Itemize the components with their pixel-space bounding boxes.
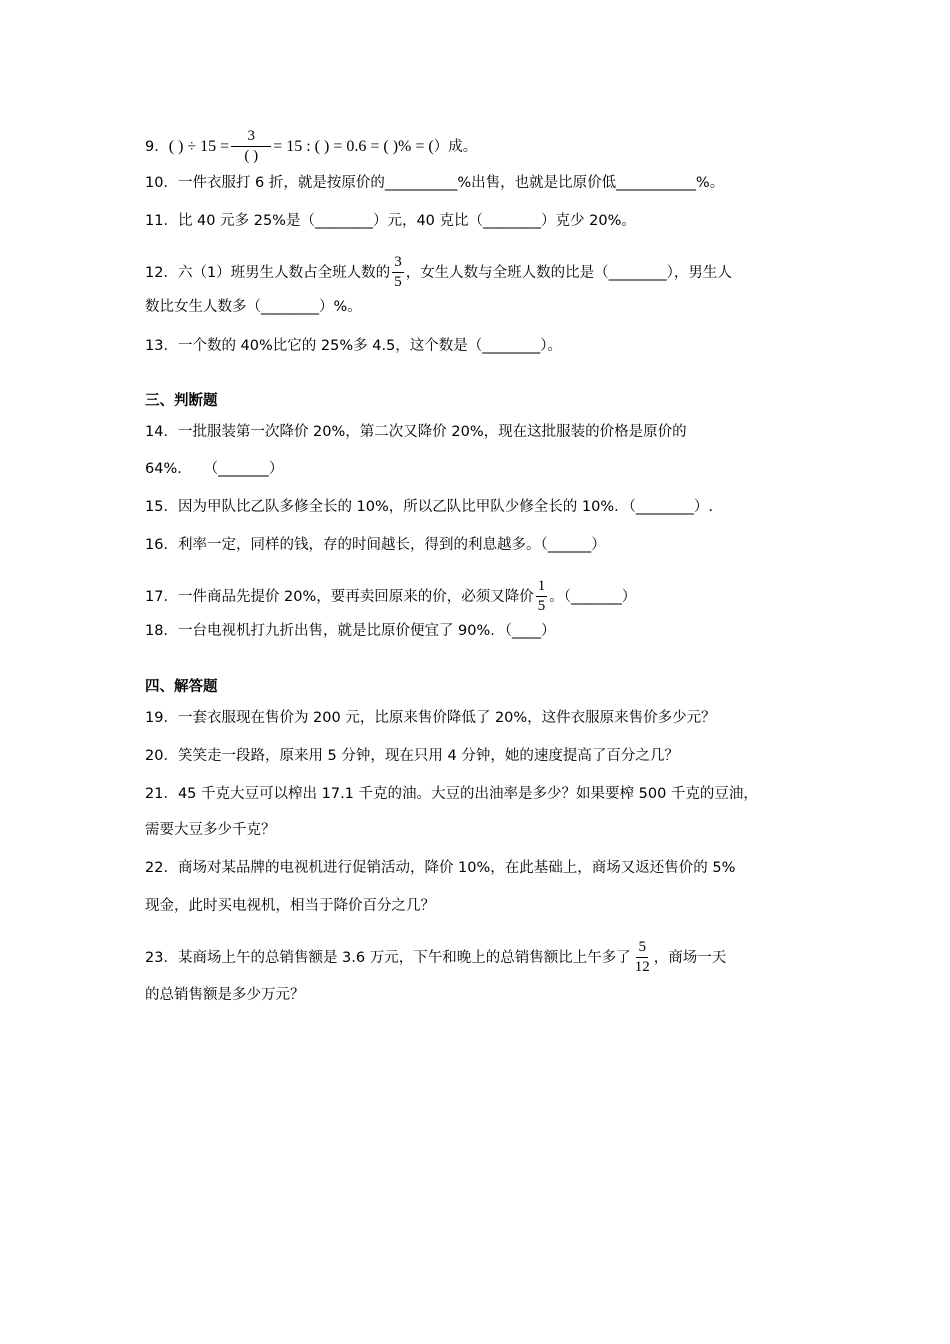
question-23-text-a: 23．某商场上午的总销售额是 3.6 万元，下午和晚上的总销售额比上午多了 [145,949,631,966]
question-12-text-b: ，女生人数与全班人数的比是（________），男生人 [405,264,732,281]
question-9-expr-end: = 15 : ( ) = 0.6 = ( )% = ( [273,137,434,155]
question-12-fraction [392,254,404,291]
question-12-line-1 [145,254,732,291]
question-12-line-2: 数比女生人数多（________）%。 [145,299,362,315]
question-13: 13．一个数的 40%比它的 25%多 4.5，这个数是（________）。 [145,338,563,354]
question-9-suffix: ）成。 [433,138,478,155]
question-9-expr-start: ( ) ÷ 15 = [168,137,230,155]
question-20: 20．笑笑走一段路，原来用 5 分钟，现在只用 4 分钟，她的速度提高了百分之几？ [145,748,679,764]
question-19: 19．一套衣服现在售价为 200 元，比原来售价降低了 20%，这件衣服原来售价多少元？ [145,710,716,726]
question-22-line-2: 现金，此时买电视机，相当于降价百分之几？ [145,898,435,914]
section-heading-judgement: 三、判断题 [145,393,218,409]
question-12-text-a: 12．六（1）班男生人数占全班人数的 [145,264,391,281]
question-17-text-b: 。（_______） [549,588,637,605]
question-17 [145,578,636,615]
question-9-number: 9． [145,138,169,155]
question-11: 11．比 40 元多 25%是（________）元，40 克比（________）克少 20%。 [145,213,636,229]
fraction-denominator: 12 [634,959,650,975]
fraction-numerator: 5 [636,939,648,958]
question-15: 15．因为甲队比乙队多修全长的 10%，所以乙队比甲队少修全长的 10%．（________）. [145,499,713,515]
question-23-fraction [633,939,652,976]
question-10: 10．一件衣服打 6 折，就是按原价的__________%出售，也就是比原价低___________%。 [145,175,725,191]
fraction-denominator: ( ) [244,148,259,164]
question-9-fraction [231,128,271,165]
question-17-fraction [536,578,548,615]
question-23-line-2: 的总销售额是多少万元？ [145,987,305,1003]
question-16: 16．利率一定，同样的钱，存的时间越长，得到的利息越多。（______） [145,537,606,553]
question-14-line-2: 64%. （_______） [145,461,284,477]
question-14-line-1: 14．一批服装第一次降价 20%，第二次又降价 20%，现在这批服装的价格是原价的 [145,424,687,440]
section-heading-answers: 四、解答题 [145,679,218,695]
question-9 [145,128,477,165]
question-17-text-a: 17．一件商品先提价 20%，要再卖回原来的价，必须又降价 [145,588,534,605]
fraction-denominator: 5 [394,274,402,290]
fraction-numerator: 1 [536,578,548,597]
question-21-line-1: 21．45 千克大豆可以榨出 17.1 千克的油。大豆的出油率是多少？如果要榨 500 千克的豆油， [145,786,758,802]
question-23-text-b: ，商场一天 [653,949,727,966]
question-23-line-1 [145,939,726,976]
fraction-numerator: 3 [231,128,271,147]
question-21-line-2: 需要大豆多少千克？ [145,822,276,838]
question-18: 18．一台电视机打九折出售，就是比原价便宜了 90%．（____） [145,623,556,639]
fraction-numerator: 3 [392,254,404,273]
fraction-denominator: 5 [537,598,546,614]
question-22-line-1: 22．商场对某品牌的电视机进行促销活动，降价 10%，在此基础上，商场又返还售价的 5% [145,860,736,876]
